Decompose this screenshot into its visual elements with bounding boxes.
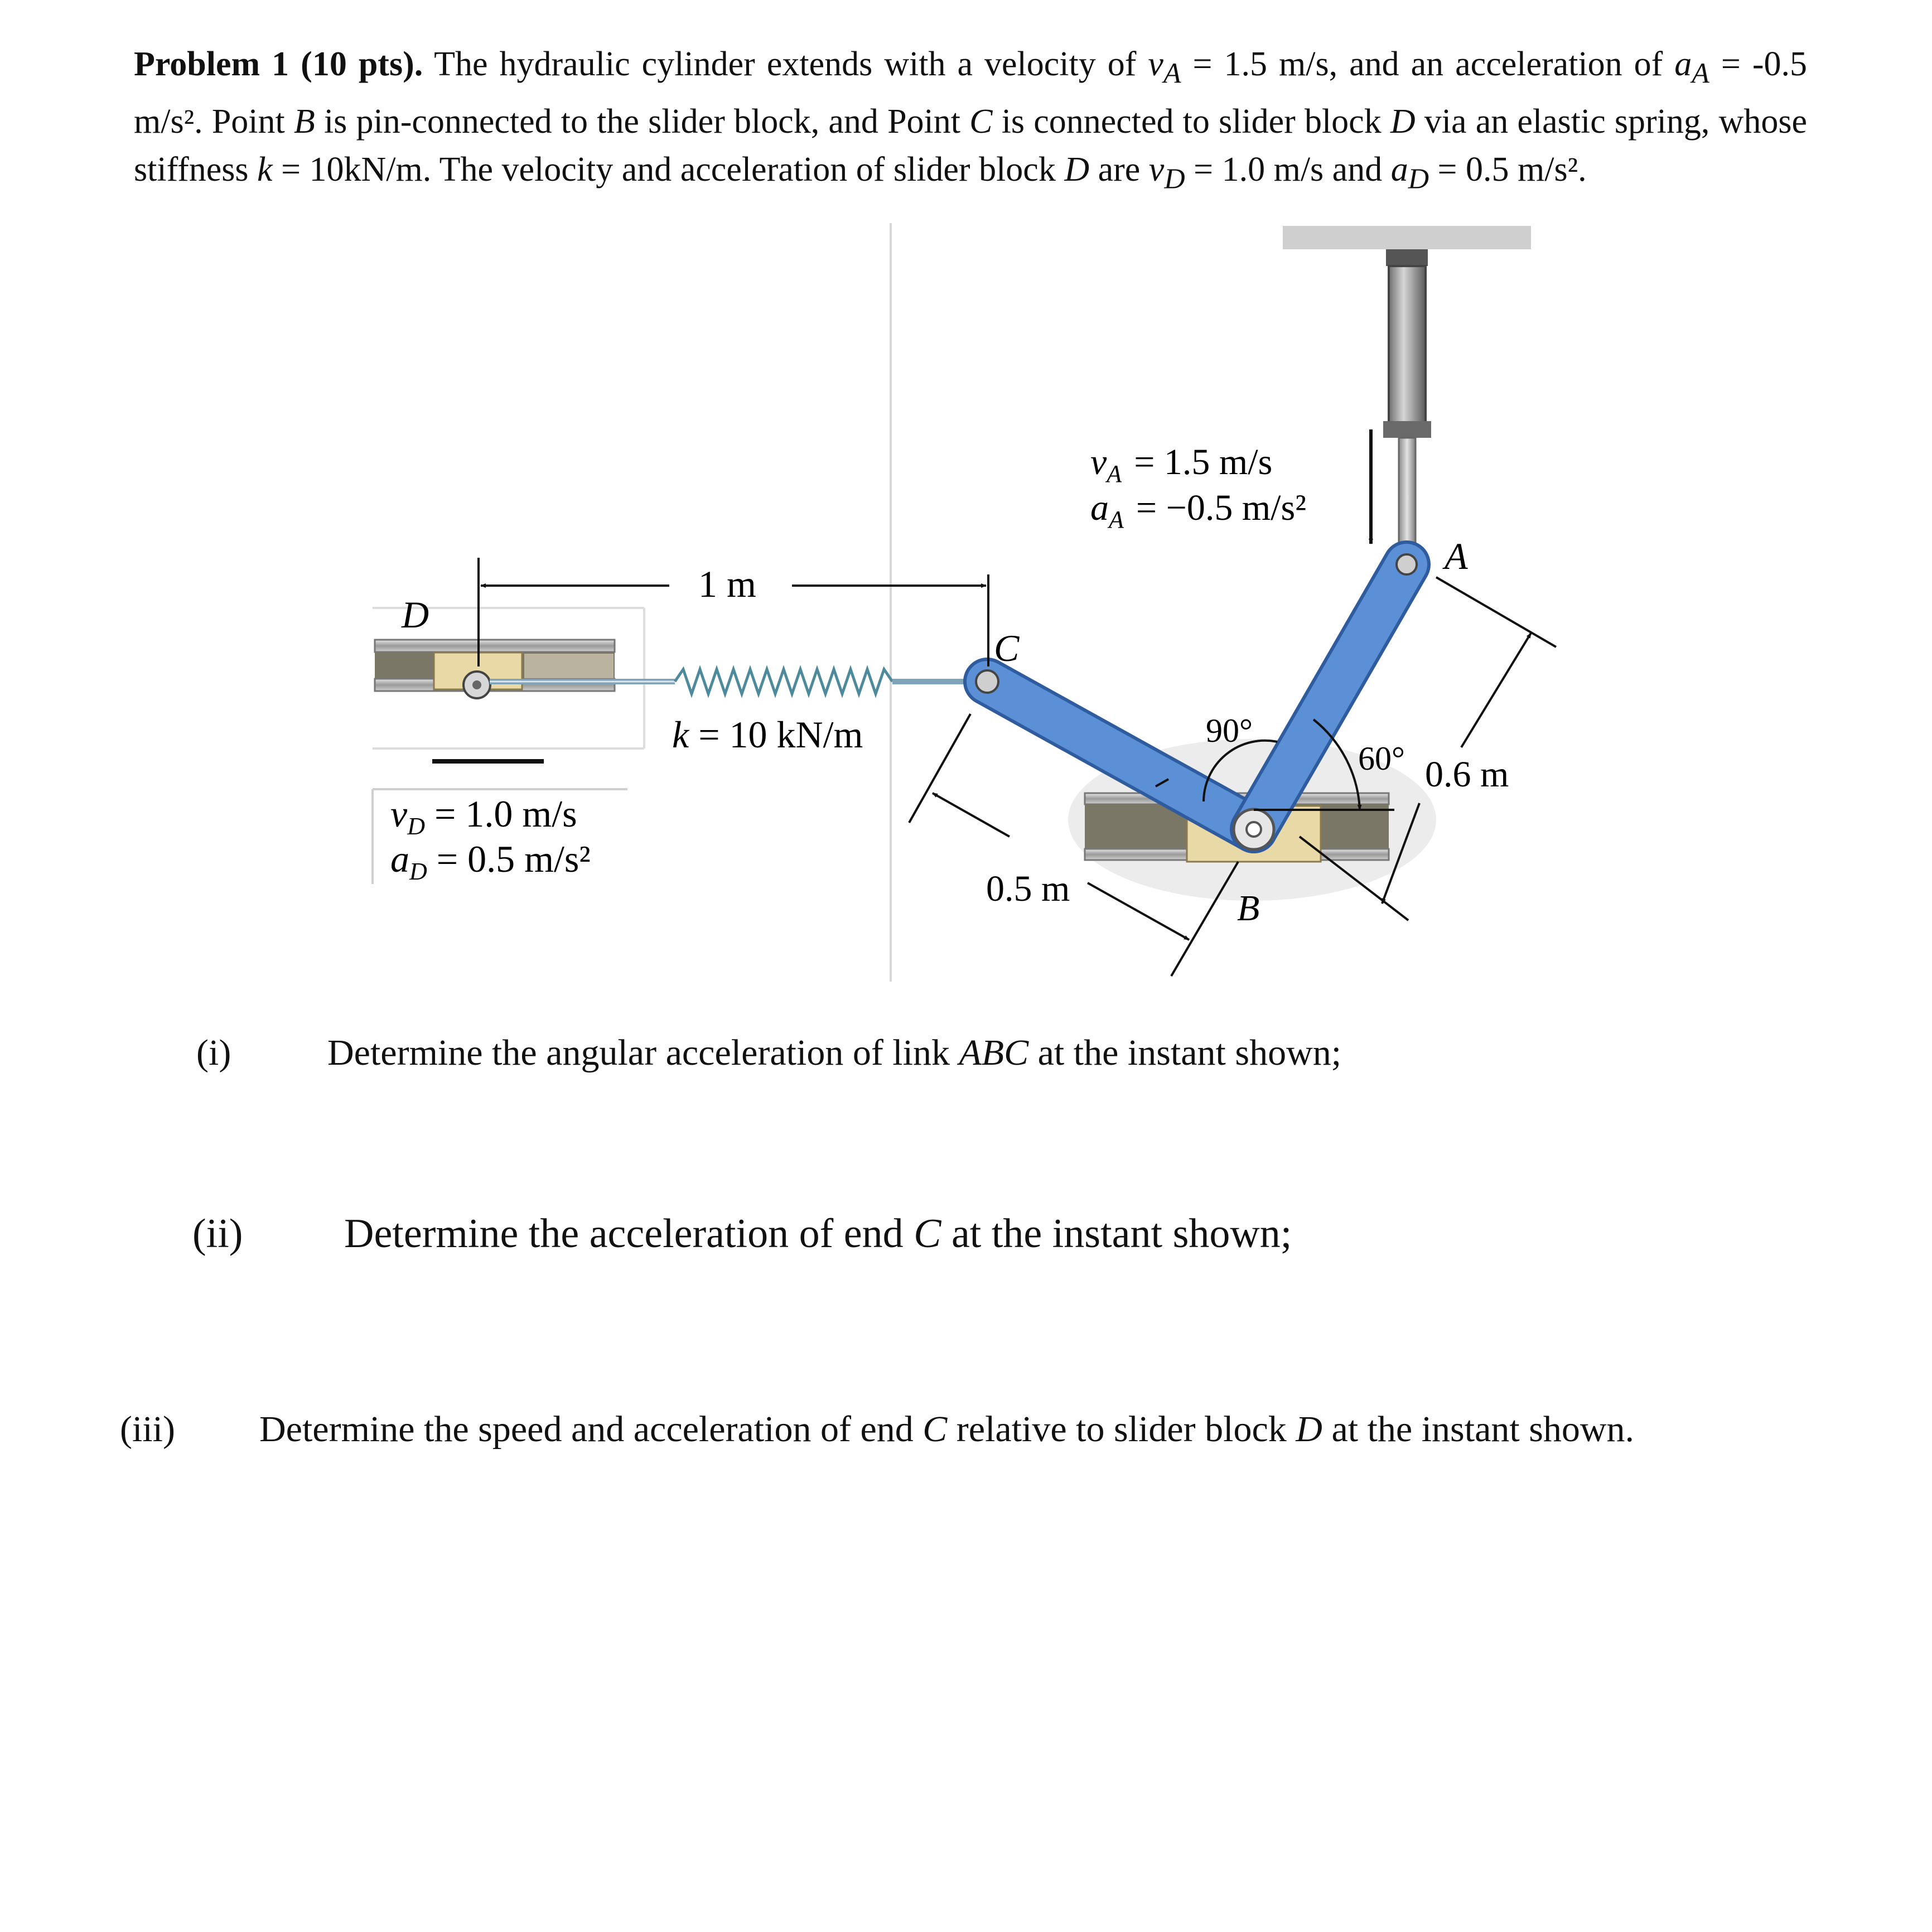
subscript: D	[1164, 163, 1185, 195]
dim-06-ext-A	[1436, 577, 1556, 647]
text-run: relative to slider block	[947, 1409, 1296, 1450]
label-C: C	[994, 627, 1020, 669]
text-run: at the instant shown;	[1028, 1032, 1342, 1073]
label-A: A	[1445, 535, 1468, 577]
symbol-D: D	[1390, 103, 1416, 141]
question-number: (iii)	[120, 1409, 175, 1450]
ceiling-support	[1283, 226, 1531, 249]
text-run: Determine the acceleration of end	[344, 1211, 914, 1257]
text-run: = 10kN/m. The velocity and acceleration of slider block	[272, 151, 1065, 189]
symbol-k: k	[257, 151, 273, 189]
text-run: Determine the angular acceleration of link	[327, 1032, 959, 1073]
text-run: = -0.5 m/s². Point	[134, 45, 1807, 141]
symbol: C	[914, 1211, 941, 1257]
spring	[675, 669, 892, 694]
text-run: is pin-connected to the slider block, and Point	[315, 103, 970, 141]
dim-05-ext-C	[909, 714, 970, 823]
text-run: is connected to slider block	[992, 103, 1390, 141]
symbol: D	[1296, 1409, 1322, 1450]
symbol-vA: v	[1148, 45, 1163, 83]
pin-B-center	[1247, 822, 1261, 837]
question-iii	[120, 1408, 1849, 1458]
label-D: D	[402, 593, 429, 636]
question-number: (i)	[196, 1032, 231, 1073]
subscript: D	[1408, 163, 1429, 195]
symbol-aD: a	[1390, 151, 1408, 189]
pin-C	[976, 670, 998, 693]
dim-05-arrow-1	[933, 793, 1010, 837]
question-number: (ii)	[192, 1211, 243, 1257]
symbol-C: C	[969, 103, 993, 141]
label-90: 90°	[1206, 712, 1253, 749]
question-i	[196, 1032, 1479, 1082]
symbol-aA: a	[1674, 45, 1692, 83]
text-run: at the instant shown.	[1322, 1409, 1635, 1450]
text-run: = 1.0 m/s and	[1185, 151, 1391, 189]
text-run: are	[1089, 151, 1149, 189]
question-text	[344, 1210, 1292, 1258]
label-vA: $v_A = 1.5$ m/s	[1090, 442, 1273, 487]
label-B: B	[1237, 888, 1260, 929]
symbol-D: D	[1064, 151, 1090, 189]
subscript: A	[1163, 57, 1181, 90]
label-vD: $v_D = 1.0$ m/s	[390, 793, 577, 840]
pin-D-center	[472, 680, 481, 689]
subscript: A	[1692, 57, 1709, 90]
text-run: = 1.5 m/s, and an acceleration of	[1181, 45, 1675, 83]
dim-06-arrow-1	[1461, 633, 1531, 747]
question-text	[327, 1032, 1341, 1074]
symbol-vD: v	[1148, 151, 1165, 189]
symbol: ABC	[959, 1032, 1029, 1073]
label-k: k = 10 kN/m	[672, 713, 863, 756]
question-text	[259, 1408, 1634, 1451]
label-60: 60°	[1358, 740, 1405, 777]
question-ii	[192, 1210, 1475, 1260]
pin-A	[1397, 554, 1417, 574]
problem-heading: Problem 1 (10 pts).	[134, 45, 423, 83]
text-run: Determine the speed and acceleration of end	[259, 1409, 923, 1450]
label-aA: $a_A = -0.5$ m/s²	[1090, 487, 1306, 533]
text-run: via an elastic spring, whose stiffness	[134, 103, 1807, 189]
symbol: C	[922, 1409, 948, 1450]
text-run: at the instant shown;	[941, 1211, 1292, 1257]
label-1m: 1 m	[698, 563, 756, 605]
text-run: The hydraulic cylinder extends with a velocity of	[423, 45, 1148, 83]
hydraulic-cylinder	[1383, 249, 1431, 558]
label-06m: 0.6 m	[1425, 754, 1509, 795]
label-aD: $a_D = 0.5$ m/s²	[390, 838, 591, 885]
text-run: = 0.5 m/s².	[1429, 151, 1587, 189]
symbol-B: B	[293, 103, 315, 141]
label-05m: 0.5 m	[986, 868, 1070, 909]
